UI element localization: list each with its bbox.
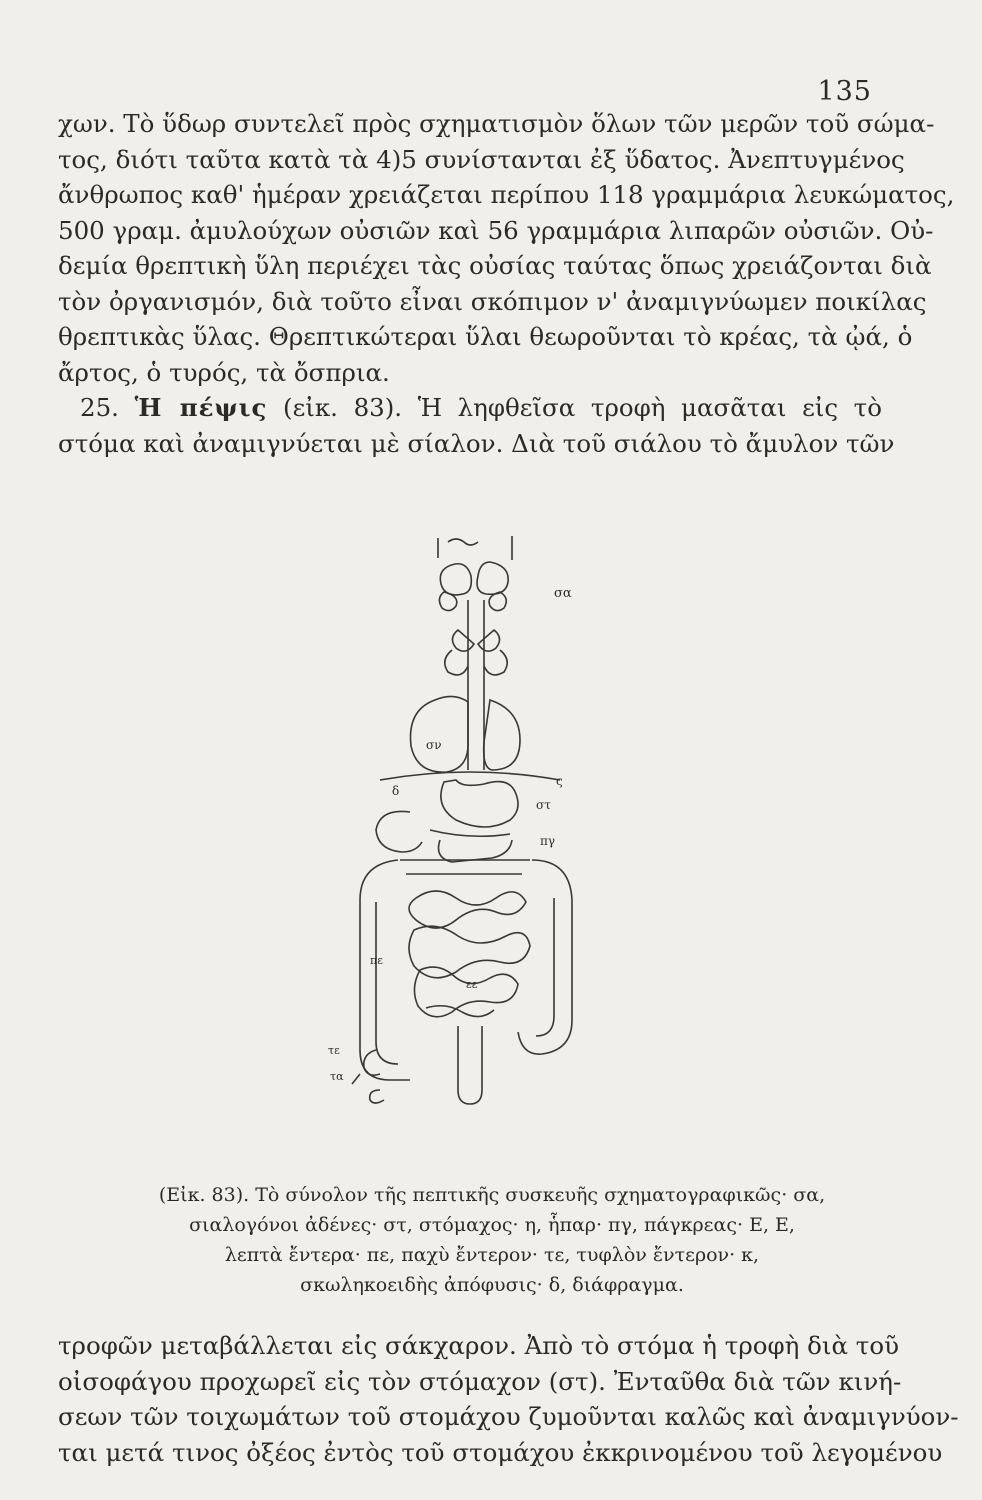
label-pe: πε [370,954,383,967]
text-line: δεμία θρεπτικὴ ὕλη περιέχει τὰς οὐσίας ταύτας ὅπως χρειάζονται διὰ [58,251,932,280]
caption-line: σιαλογόνοι ἀδένες· στ, στόμαχος· η, ἧπαρ· πγ, πάγκρεας· Ε, Ε, [189,1214,795,1236]
text-line: σεων τῶν τοιχωμάτων τοῦ στομάχου ζυμοῦνται καλῶς καὶ ἀναμιγνύον- [58,1402,959,1431]
label-st: στ [536,798,551,812]
top-paragraph [58,106,955,461]
label-sa: σα [554,586,572,601]
digestive-system-illustration [340,530,610,1120]
section-text: Ἡ ληφθεῖσα τροφὴ μασᾶται εἰς τὸ [417,393,882,422]
text-line: οἰσοφάγου προχωρεῖ εἰς τὸν στόμαχον (στ). Ἐνταῦθα διὰ τῶν κινή- [58,1366,902,1396]
label-ee: εε [466,978,478,991]
text-line: στόμα καὶ ἀναμιγνύεται μὲ σίαλον. Διὰ τοῦ σιάλου τὸ ἄμυλον τῶν [58,428,895,458]
text-line: ται μετά τινος ὀξέος ἐντὸς τοῦ στομάχου ἐκκρινομένου τοῦ λεγομένου [58,1437,943,1467]
caption-line: σκωληκοειδὴς ἀπόφυσις· δ, διάφραγμα. [300,1274,684,1296]
text-line: τροφῶν μεταβάλλεται εἰς σάκχαρον. Ἀπὸ τὸ στόμα ἡ τροφὴ διὰ τοῦ [58,1331,899,1360]
label-sv: σν [426,738,442,752]
caption-line: λεπτὰ ἔντερα· πε, παχὺ ἔντερον· τε, τυφλὸν ἔντερον· κ, [224,1244,760,1266]
label-d: δ [392,784,400,798]
caption-line: (Εἰκ. 83). Τὸ σύνολον τῆς πεπτικῆς συσκευῆς σχηματογραφικῶς· σα, [158,1184,826,1206]
text-line: τὸν ὀργανισμόν, διὰ τοῦτο εἶναι σκόπιμον ν' ἀναμιγνύωμεν ποικίλας [58,286,927,316]
text-line: χων. Τὸ ὕδωρ συντελεῖ πρὸς σχηματισμὸν ὅλων τῶν μερῶν τοῦ σώμα- [58,109,935,138]
text-line: ἄρτος, ὁ τυρός, τὰ ὄσπρια. [58,357,390,387]
label-te: τε [328,1044,340,1057]
text-line: θρεπτικὰς ὕλας. Θρεπτικώτεραι ὕλαι θεωροῦνται τὸ κρέας, τὰ ᾠά, ὁ [58,322,913,351]
figure-reference: (εἰκ. 83). [283,393,403,422]
label-pg: πγ [540,834,556,848]
bottom-paragraph [58,1328,959,1470]
text-line: ἄνθρωπος καθ' ἡμέραν χρειάζεται περίπου 118 γραμμάρια λευκώματος, [58,180,955,209]
page-number: 135 [817,76,872,107]
text-line: τος, διότι ταῦτα κατὰ τὰ 4)5 συνίστανται ἐξ ὕδατος. Ἀνεπτυγμένος [58,144,905,174]
label-ta: τα [330,1070,344,1083]
text-line: 500 γραμ. ἀμυλούχων οὐσιῶν καὶ 56 γραμμάρια λιπαρῶν οὐσιῶν. Οὐ- [58,215,934,245]
digestive-system-figure [328,530,610,1120]
section-heading: Ἡ πέψις [134,393,268,422]
label-s: ς [556,774,563,788]
figure-caption [100,1180,884,1300]
section-heading-line [58,390,882,426]
section-number: 25. [80,393,119,422]
